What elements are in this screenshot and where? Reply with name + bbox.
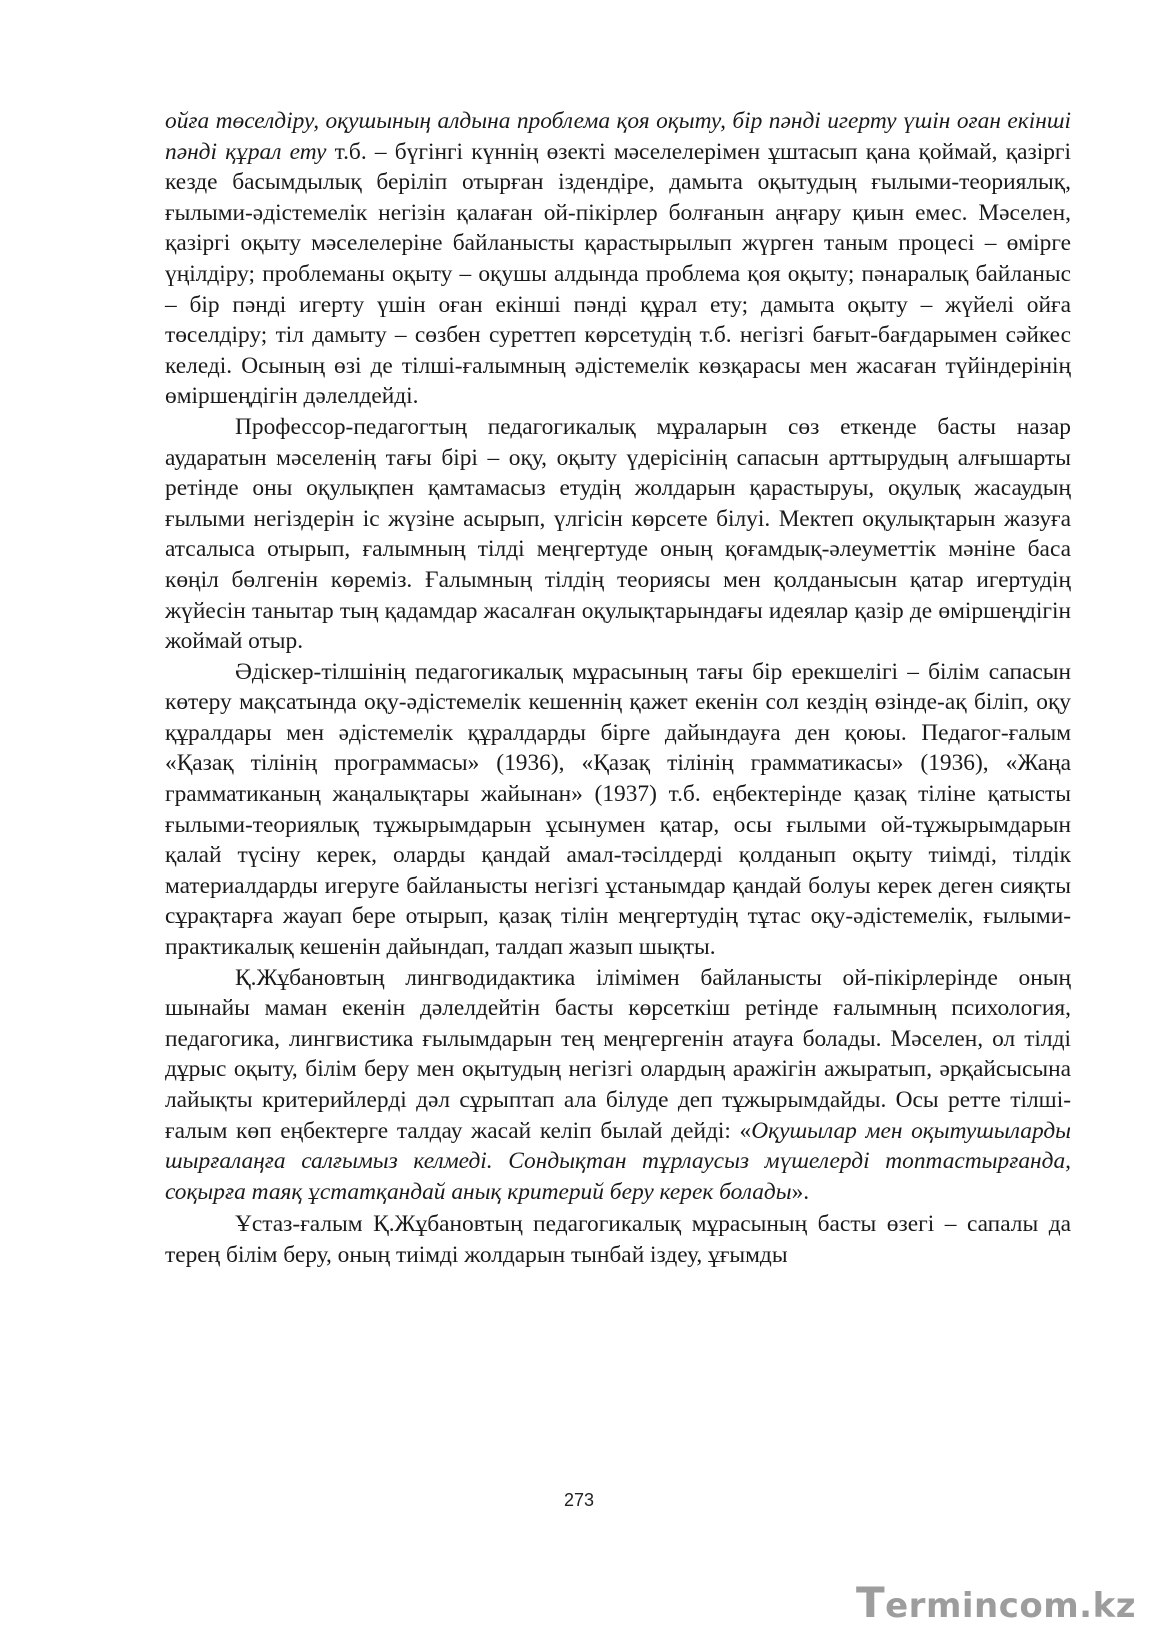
page-number: 273 xyxy=(563,1490,595,1510)
paragraph-3: Әдіскер-тілшінің педагогикалық мұрасының тағы бір ерекшелігі – білім сапасын көтеру мақсатында оқу-әдістемелік кешеннің қажет екенін сол кездің өзінде-ақ біліп, оқу құралдары мен әдістемелік құралдарды бірге дайындауға ден қоюы. Педагог-ғалым «Қазақ тілінің программасы» (1936), «Қазақ тілінің грамматикасы» (1936), «Жаңа грамматиканың жаңалықтары жайынан» (1937) т.б. еңбектерінде қазақ тіліне қатысты ғылыми-теориялық тұжырымдарын ұсынумен қатар, осы ғылыми ой-тұжырымдарын қалай түсіну керек, оларды қандай амал-тәсілдерді қолданып оқыту тиімді, тілдік материалдарды игеруге байланысты негізгі ұстанымдар қандай болуы керек деген сияқты сұрақтарға жауап бере отырып, қазақ тілін меңгертудің тұтас оқу-әдістемелік, ғылыми-практикалық кешенін дайындап, талдап жазып шықты. xyxy=(165,658,1071,961)
quote-close: ». xyxy=(791,1178,810,1205)
paragraph-2: Профессор-педагогтың педагогикалық мұраларын сөз еткенде басты назар аударатын мәселенің тағы бірі – оқу, оқыту үдерісінің сапасын арттырудың алғышарты ретінде оны оқулықпен қамтамасыз етудің жолдарын қарастыруы, оқулық жасаудың ғылыми негіздерін іс жүзіне асырып, үлгісін көрсете білуі. Мектеп оқулықтарын жазуға атсалыса отырып, ғалымның тілді меңгертуде оның қоғамдық-әлеуметтік мәніне баса көңіл бөлгенін көреміз. Ғалымның тілдің теориясы мен қолданысын қатар игертудің жүйесін танытар тың қадамдар жасалған оқулықтарындағы идеялар қазір де өміршеңдігін жоймай отыр. xyxy=(165,413,1071,655)
paragraph-1 xyxy=(165,106,1071,412)
paragraph-4-text: Қ.Жұбановтың лингводидактика ілімімен байланысты ой-пікірлерінде оның шынайы маман екенін дәлелдейтін басты көрсеткіш ретінде ғалымның психология, педагогика, лингвистика ғылымдарын тең меңгергенін атауға болады. Мәселен, ол тілді дұрыс оқыту, білім беру мен оқытудың негізгі олардың аражігін ажыратып, әрқайсысына лайықты критерийлерді дәл сұрыптап ала білуде деп тұжырымдайды. Осы ретте тілші-ғалым көп еңбектерге талдау жасай келіп былай дейді: « xyxy=(165,964,1071,1144)
paragraph-4 xyxy=(165,963,1071,1208)
watermark-rest: ermincom.kz xyxy=(885,1586,1136,1626)
paragraph-5: Ұстаз-ғалым Қ.Жұбановтың педагогикалық мұрасының басты өзегі – сапалы да терең білім беру, оның тиімді жолдарын тынбай іздеу, ұғымды xyxy=(165,1211,1071,1268)
paragraph-1-text: т.б. – бүгінгі күннің өзекті мәселелерімен ұштасып қана қоймай, қазіргі кезде басымдылық беріліп отырған іздендіре, дамыта оқытудың ғылыми-теориялық, ғылыми-әдістемелік негізін қалаған ой-пікірлер болғанын аңғару қиын емес. Мәселен, қазіргі оқыту мәселелеріне байланысты қарастырылып жүрген таным процесі – өмірге үңілдіру; проблеманы оқыту – оқушы алдында проблема қоя оқыту; пәнаралық байланыс – бір пәнді игерту үшін оған екінші пәнді құрал ету; дамыта оқыту – жүйелі ойға төселдіру; тіл дамыту – сөзбен суреттеп көрсетудің т.б. негізгі бағыт-бағдарымен сәйкес келеді. Осының өзі де тілші-ғалымның әдістемелік көзқарасы мен жасаған түйіндерінің өміршеңдігін дәлелдейді. xyxy=(165,138,1071,410)
site-watermark xyxy=(856,1578,1136,1627)
watermark-initial: T xyxy=(855,1578,886,1627)
quote-italic: Оқушылар мен оқытушыларды шырғалаңға салғымыз келмеді. Сондықтан тұрлаусыз мүшелерді топтастырғанда, соқырға таяқ ұстатқандай анық критерий беру керек болады xyxy=(165,1117,1072,1205)
body-text xyxy=(165,106,1071,1271)
italic-phrase: ойға төселдіру, оқушының алдына проблема қоя оқыту, бір пәнді игерту үшін оған екінші пәнді құрал ету xyxy=(165,108,1071,165)
